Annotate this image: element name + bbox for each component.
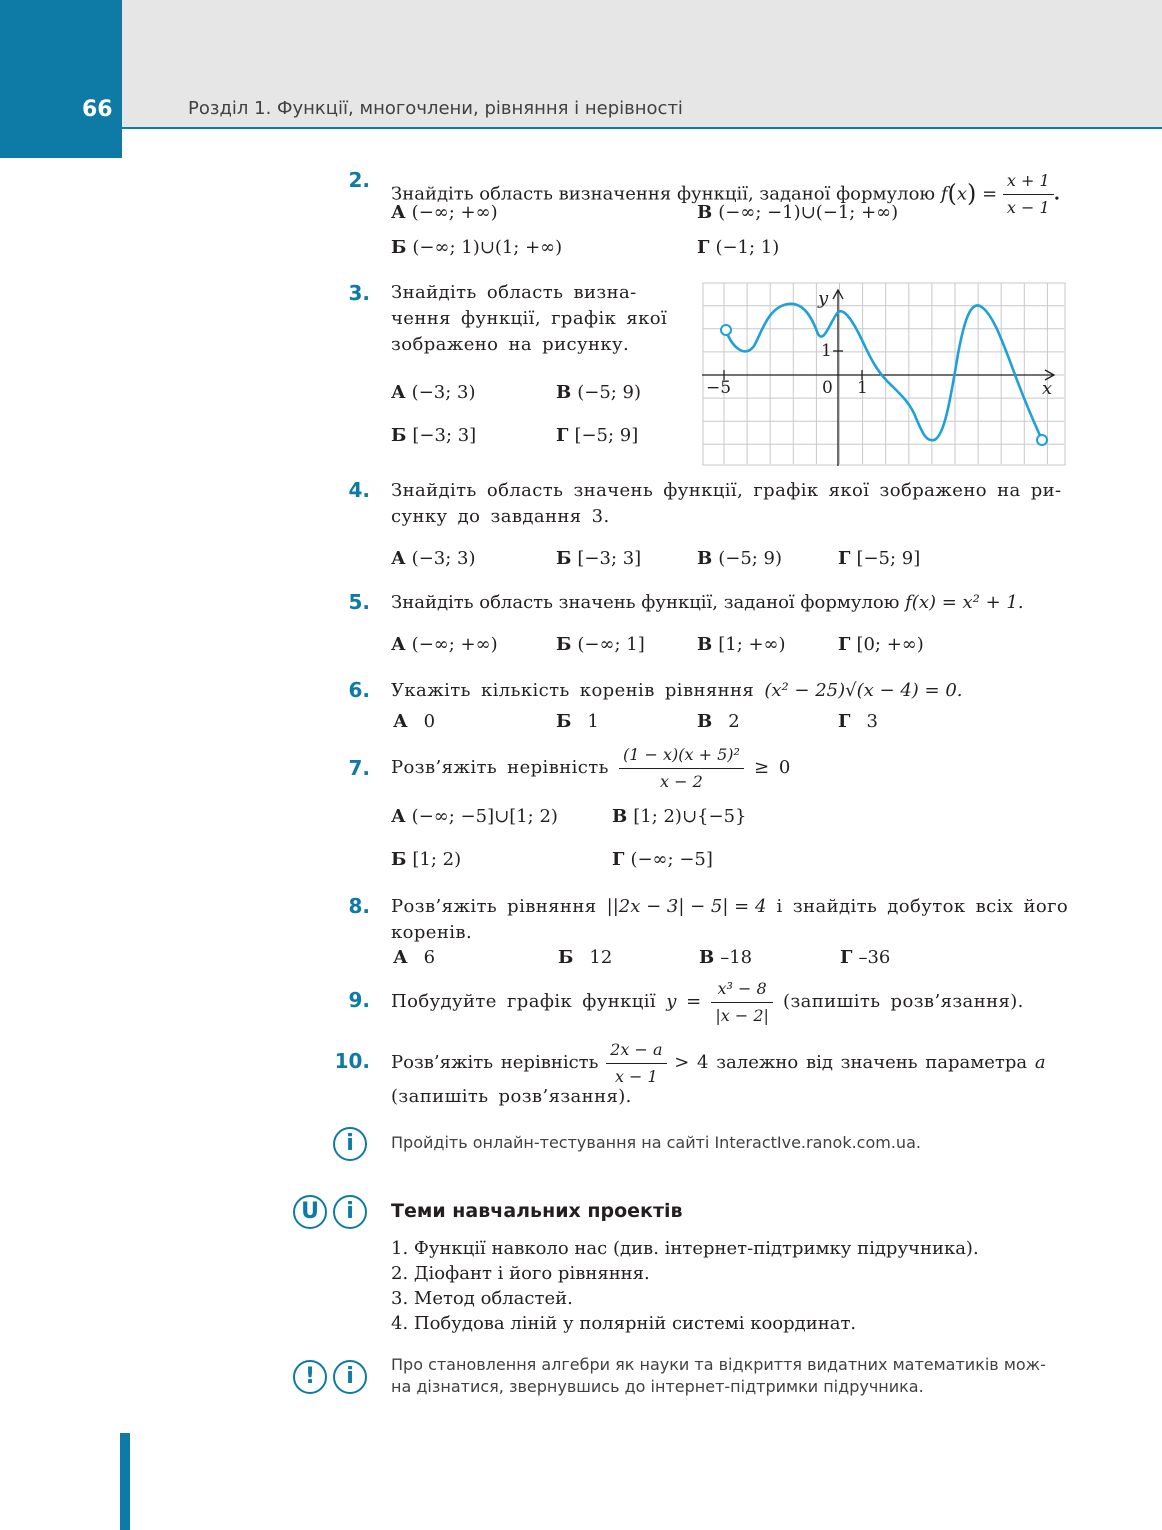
q6-option-b[interactable]: Б 1 — [556, 711, 599, 732]
q9-fraction: $\frac{\text{x³ − 8}}{|x - 2|}$ — [711, 976, 773, 1029]
q4-option-g[interactable]: Г [−5; 9] — [838, 548, 921, 569]
x-axis-label: x — [1042, 378, 1053, 399]
q3-option-v[interactable]: В (−5; 9) — [556, 382, 642, 403]
page-number: 66 — [82, 97, 113, 122]
exclamation-icon: ! — [293, 1360, 327, 1394]
project-item-4: 4. Побудова ліній у полярній системі координат. — [391, 1313, 857, 1334]
page-number-tab — [0, 0, 122, 158]
y-tick-label-1: 1 — [821, 341, 832, 361]
question-number-2: 2. — [348, 168, 370, 192]
q7-fraction: $\frac{\text{(1 − x)(x + 5)²}}{x - 2}$ — [619, 742, 744, 795]
q4-option-v[interactable]: В (−5; 9) — [697, 548, 783, 569]
q7-option-b[interactable]: Б [1; 2) — [391, 849, 462, 870]
question-5-text: Знайдіть область значень функції, заданої формулою f(x) = x² + 1. — [391, 592, 1024, 613]
q4-option-b[interactable]: Б [−3; 3] — [556, 548, 642, 569]
question-10-line-2: (запишіть розв’язання). — [391, 1086, 632, 1107]
q7-option-v[interactable]: В [1; 2)∪{−5} — [612, 806, 747, 827]
info-icon: i — [333, 1127, 367, 1161]
function-curve — [726, 304, 1042, 440]
question-number-5: 5. — [348, 590, 370, 614]
question-number-4: 4. — [348, 478, 370, 502]
q10-fraction: $\frac{2x - a}{x - 1}$ — [606, 1037, 666, 1090]
q3-option-a[interactable]: А (−3; 3) — [391, 382, 476, 403]
question-4-line-2: сунку до завдання 3. — [391, 506, 610, 527]
q3-option-g[interactable]: Г [−5; 9] — [556, 425, 639, 446]
question-number-9: 9. — [348, 988, 370, 1012]
question-9-text: Побудуйте графік функції y = $\frac{\text{x³ − 8}}{|x - 2|}$ (запишіть розв’язання). — [391, 974, 1024, 1030]
q2-option-a[interactable]: А (−∞; +∞) — [391, 202, 498, 223]
q5-option-g[interactable]: Г [0; +∞) — [838, 634, 924, 655]
q5-option-b[interactable]: Б (−∞; 1] — [556, 634, 645, 655]
project-u-icon: U — [293, 1195, 327, 1229]
q8-option-g[interactable]: Г –36 — [840, 947, 891, 968]
question-7-text: Розв’яжіть нерівність $\frac{\text{(1 − x)(x + 5)²}}{x - 2}$ ≥ 0 — [391, 740, 790, 796]
question-8-line-2: коренів. — [391, 922, 473, 943]
curve-start-point — [721, 325, 731, 335]
question-number-8: 8. — [348, 894, 370, 918]
history-note-line-1: Про становлення алгебри як науки та відкриття видатних математиків мож- — [391, 1355, 1046, 1374]
q2-option-b[interactable]: Б (−∞; 1)∪(1; +∞) — [391, 237, 563, 258]
q8-option-v[interactable]: В –18 — [699, 947, 753, 968]
question-number-10: 10. — [334, 1049, 370, 1073]
q5-option-a[interactable]: А (−∞; +∞) — [391, 634, 498, 655]
grid-border — [703, 283, 1065, 465]
chapter-title: Розділ 1. Функції, многочлени, рівняння і нерівності — [188, 98, 683, 119]
history-note-line-2: на дізнатися, звернувшись до інтернет-підтримки підручника. — [391, 1377, 924, 1396]
q2-fraction: $\frac{x + 1}{x - 1}$ — [1003, 168, 1054, 221]
graph-grid — [703, 283, 1065, 465]
question-4-line-1: Знайдіть область значень функції, графік якої зображено на ри- — [391, 480, 1062, 501]
q5-option-v[interactable]: В [1; +∞) — [697, 634, 786, 655]
q3-option-b[interactable]: Б [−3; 3] — [391, 425, 477, 446]
q6-option-g[interactable]: Г 3 — [838, 711, 878, 732]
q8-option-a[interactable]: А 6 — [393, 947, 436, 968]
q6-option-a[interactable]: А 0 — [393, 711, 436, 732]
online-test-note: Пройдіть онлайн-тестування на сайті InteractIve.ranok.com.ua. — [391, 1133, 921, 1152]
question-2-text: Знайдіть область визначення функції, заданої формулою f(x) = $\frac{x + 1}{x - 1}$ . — [391, 168, 1060, 221]
project-info-icon: i — [333, 1195, 367, 1229]
q7-option-a[interactable]: А (−∞; −5]∪[1; 2) — [391, 806, 558, 827]
header-divider — [122, 127, 1162, 129]
question-3-line-2: чення функції, графік якої — [391, 308, 668, 329]
question-number-7: 7. — [348, 756, 370, 780]
question-3-line-3: зображено на рисунку. — [391, 334, 630, 355]
q8-option-b[interactable]: Б 12 — [558, 947, 613, 968]
q7-option-g[interactable]: Г (−∞; −5] — [612, 849, 713, 870]
q2-option-v[interactable]: В (−∞; −1)∪(−1; +∞) — [697, 202, 899, 223]
origin-label: 0 — [822, 378, 833, 398]
project-item-1: 1. Функції навколо нас (див. інтернет-підтримку підручника). — [391, 1238, 979, 1259]
question-10-text: Розв’яжіть нерівність $\frac{2x - a}{x - 1}$ > 4 залежно від значень параметра a — [391, 1035, 1046, 1091]
x-tick-label-1: 1 — [857, 378, 868, 398]
question-8-text: Розв’яжіть рівняння ||2x − 3| − 5| = 4 і знайдіть добуток всіх його — [391, 896, 1069, 917]
question-number-6: 6. — [348, 678, 370, 702]
project-item-3: 3. Метод областей. — [391, 1288, 573, 1309]
history-info-icon: i — [333, 1360, 367, 1394]
q6-option-v[interactable]: В 2 — [697, 711, 740, 732]
left-margin-bar — [120, 1433, 130, 1530]
question-number-3: 3. — [348, 281, 370, 305]
x-tick-label-neg5: −5 — [706, 378, 732, 398]
question-3-line-1: Знайдіть область визна- — [391, 282, 637, 303]
projects-title: Теми навчальних проектів — [391, 1200, 683, 1222]
q4-option-a[interactable]: А (−3; 3) — [391, 548, 476, 569]
curve-end-point — [1037, 435, 1047, 445]
y-axis-label: y — [818, 288, 829, 309]
q2-option-g[interactable]: Г (−1; 1) — [697, 237, 780, 258]
question-6-text: Укажіть кількість коренів рівняння (x² − 25)√(x − 4) = 0. — [391, 680, 963, 701]
q3-function-graph — [702, 282, 1066, 466]
project-item-2: 2. Діофант і його рівняння. — [391, 1263, 650, 1284]
